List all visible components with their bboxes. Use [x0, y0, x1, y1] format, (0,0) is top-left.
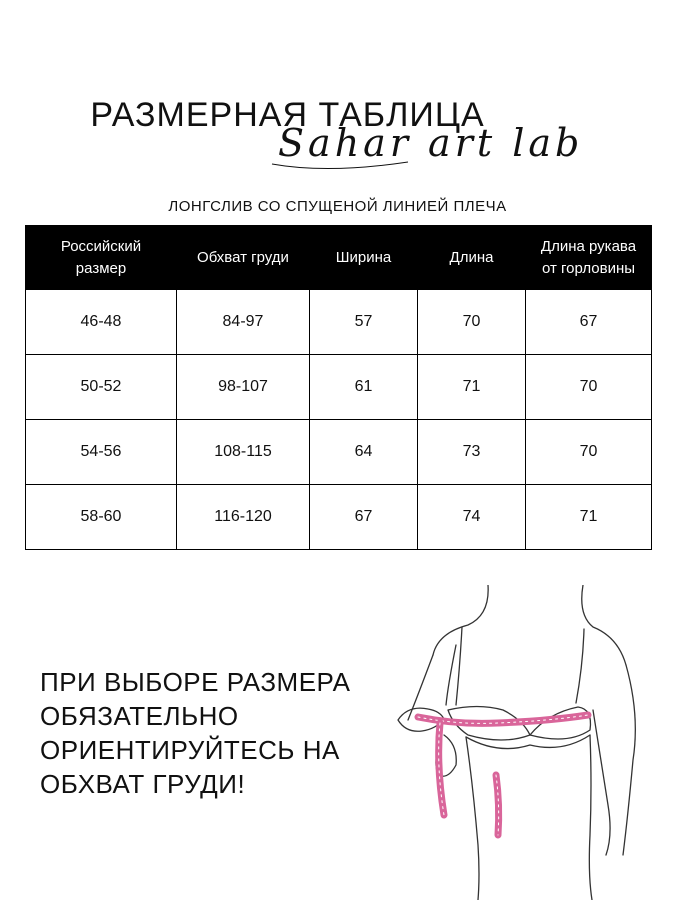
- size-advice-note: [40, 665, 400, 801]
- note-line: ОРИЕНТИРУЙТЕСЬ НА: [40, 735, 340, 765]
- page-title: РАЗМЕРНАЯ ТАБЛИЦА: [90, 96, 485, 134]
- cell-size: 54-56: [26, 420, 177, 485]
- table-row: [26, 355, 652, 420]
- cell-width: 67: [310, 485, 418, 550]
- cell-chest: 98-107: [177, 355, 310, 420]
- cell-size: 50-52: [26, 355, 177, 420]
- note-line: ОБЯЗАТЕЛЬНО: [40, 701, 239, 731]
- column-header-sleeve: [526, 226, 652, 290]
- cell-sleeve: 70: [526, 420, 652, 485]
- product-subtitle: ЛОНГСЛИВ СО СПУЩЕНОЙ ЛИНИЕЙ ПЛЕЧА: [168, 198, 507, 215]
- note-line: ПРИ ВЫБОРЕ РАЗМЕРА: [40, 667, 351, 697]
- column-header-width: [310, 226, 418, 290]
- column-header-line: Длина рукава: [540, 237, 637, 255]
- cell-chest: 84-97: [177, 290, 310, 355]
- cell-size: 58-60: [26, 485, 177, 550]
- cell-length: 70: [418, 290, 526, 355]
- column-header-chest: [177, 226, 310, 290]
- column-header-line: от горловины: [541, 259, 636, 277]
- size-table: [25, 225, 652, 550]
- cell-sleeve: 70: [526, 355, 652, 420]
- column-header-line: Российский: [60, 237, 142, 255]
- cell-chest: 108-115: [177, 420, 310, 485]
- cell-chest: 116-120: [177, 485, 310, 550]
- column-header-line: Ширина: [335, 248, 392, 266]
- column-header-line: Длина: [449, 248, 494, 266]
- cell-sleeve: 71: [526, 485, 652, 550]
- measuring-tape-chest-illustration: [378, 585, 675, 900]
- cell-size: 46-48: [26, 290, 177, 355]
- cell-width: 57: [310, 290, 418, 355]
- cell-length: 71: [418, 355, 526, 420]
- table-header-row: [26, 226, 652, 290]
- cell-sleeve: 67: [526, 290, 652, 355]
- column-header-length: [418, 226, 526, 290]
- table-row: [26, 485, 652, 550]
- note-line: ОБХВАТ ГРУДИ!: [40, 769, 246, 799]
- cell-width: 64: [310, 420, 418, 485]
- cell-length: 74: [418, 485, 526, 550]
- table-row: [26, 420, 652, 485]
- cell-length: 73: [418, 420, 526, 485]
- cell-width: 61: [310, 355, 418, 420]
- column-header-line: размер: [75, 259, 127, 277]
- column-header-line: Обхват груди: [197, 248, 289, 266]
- column-header-size: [26, 226, 177, 290]
- brand-script-logo: [268, 112, 628, 176]
- table-row: [26, 290, 652, 355]
- brand-script-text: Sahar art lab: [278, 121, 584, 165]
